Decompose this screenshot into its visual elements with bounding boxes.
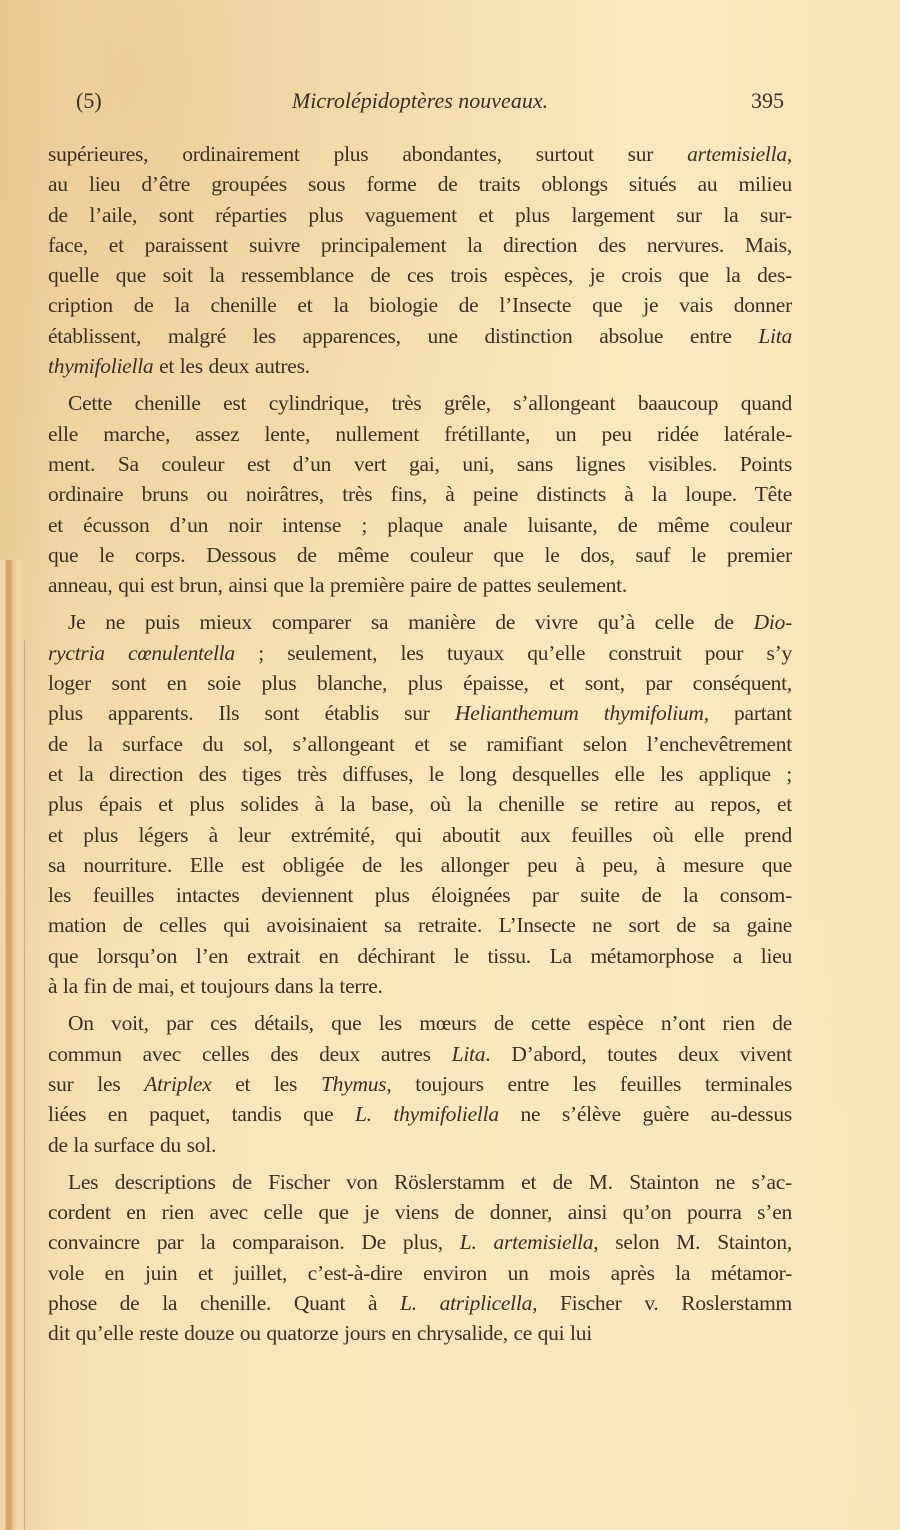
- italic-term: Helianthemum thymifolium: [454, 701, 704, 726]
- text-run: , toujours entre les feuilles terminales: [386, 1071, 792, 1096]
- text-run: et plus légers à leur extrémité, qui aboutit aux feuilles où elle prend: [48, 822, 792, 847]
- text-line: [48, 1130, 792, 1160]
- paragraph: [48, 139, 792, 381]
- text-run: vole en juin et juillet, c’est-à-dire environ un mois après la métamor-: [48, 1260, 792, 1285]
- text-run: établissent, malgré les apparences, une distinction absolue entre: [48, 323, 759, 348]
- text-line: [48, 1227, 792, 1257]
- text-run: ordinaire bruns ou noirâtres, très fins, à peine distincts à la loupe. Tête: [48, 482, 792, 507]
- text-line: [48, 1258, 792, 1288]
- italic-term: L. artemisiella: [459, 1230, 594, 1255]
- text-run: On voit, par ces détails, que les mœurs de cette espèce n’ont rien de: [68, 1011, 792, 1036]
- text-line: [48, 607, 792, 637]
- text-line: [48, 1099, 792, 1129]
- text-line: [48, 540, 792, 570]
- paragraph: [48, 1008, 792, 1159]
- book-page: [48, 88, 792, 1349]
- text-line: [48, 1288, 792, 1318]
- body-text: [48, 139, 792, 1349]
- text-run: et écusson d’un noir intense ; plaque anale luisante, de même couleur: [48, 512, 792, 537]
- section-number: (5): [76, 88, 102, 113]
- text-run: , selon M. Stainton,: [593, 1230, 792, 1255]
- text-line: [48, 1167, 792, 1197]
- text-line: [48, 510, 792, 540]
- text-run: ; seulement, les tuyaux qu’elle construit pour s’y: [234, 640, 792, 665]
- text-line: [48, 260, 792, 290]
- italic-term: Dio-: [753, 610, 792, 635]
- page-edge-shadow: [0, 560, 26, 1530]
- text-run: quelle que soit la ressemblance de ces trois espèces, je crois que la des-: [48, 263, 792, 288]
- text-run: Les descriptions de Fischer von Röslerstamm et de M. Stainton ne s’ac-: [68, 1169, 792, 1194]
- text-run: face, et paraissent suivre principalement la direction des nervures. Mais,: [48, 232, 792, 257]
- text-run: de la surface du sol, s’allongeant et se ramifiant selon l’enchevêtrement: [48, 731, 792, 756]
- italic-term: artemisiella: [687, 142, 787, 166]
- text-run: dit qu’elle reste douze ou quatorze jours en chrysalide, ce qui lui: [48, 1321, 592, 1346]
- text-run: et les: [211, 1071, 321, 1096]
- text-line: [48, 1069, 792, 1099]
- text-run: loger sont en soie plus blanche, plus épaisse, et sont, par conséquent,: [48, 671, 792, 696]
- text-line: [48, 1318, 792, 1348]
- text-line: [48, 570, 792, 600]
- text-run: cordent en rien avec celle que je viens de donner, ainsi qu’on pourra s’en: [48, 1200, 792, 1225]
- italic-term: Thymus: [320, 1071, 387, 1096]
- text-run: de la surface du sol.: [48, 1132, 217, 1157]
- text-line: [48, 759, 792, 789]
- text-line: [48, 789, 792, 819]
- text-run: sur les: [48, 1071, 145, 1096]
- text-line: [48, 169, 792, 199]
- text-run: de l’aile, sont réparties plus vaguement et plus largement sur la sur-: [48, 202, 792, 227]
- text-run: ,: [786, 142, 792, 166]
- italic-term: L. thymifoliella: [355, 1102, 499, 1127]
- text-line: [48, 668, 792, 698]
- italic-term: ryctria cœnulentella: [48, 640, 235, 665]
- text-line: [48, 479, 792, 509]
- text-run: phose de la chenille. Quant à: [48, 1290, 400, 1315]
- italic-term: Lita: [451, 1041, 486, 1066]
- text-run: , Fischer v. Roslerstamm: [532, 1290, 792, 1315]
- text-run: ment. Sa couleur est d’un vert gai, uni, sans lignes visibles. Points: [48, 451, 792, 476]
- text-run: mation de celles qui avoisinaient sa retraite. L’Insecte ne sort de sa gaine: [48, 913, 792, 938]
- text-run: ne s’élève guère au-dessus: [498, 1102, 792, 1127]
- text-line: [48, 941, 792, 971]
- text-run: et la direction des tiges très diffuses, le long desquelles elle les applique ;: [48, 761, 792, 786]
- text-run: , partant: [703, 701, 792, 726]
- page-number: 395: [751, 88, 784, 113]
- text-run: cription de la chenille et la biologie de l’Insecte que je vais donner: [48, 293, 792, 318]
- paragraph: [48, 1167, 792, 1349]
- text-run: supérieures, ordinairement plus abondantes, surtout sur: [48, 142, 688, 166]
- text-line: [48, 698, 792, 728]
- text-line: [48, 449, 792, 479]
- text-line: [48, 351, 792, 381]
- text-line: [48, 200, 792, 230]
- italic-term: thymifoliella: [48, 354, 154, 379]
- running-title: Microlépidoptères nouveaux.: [291, 88, 549, 113]
- text-run: au lieu d’être groupées sous forme de traits oblongs situés au milieu: [48, 172, 792, 197]
- text-line: [48, 880, 792, 910]
- text-line: [48, 850, 792, 880]
- text-line: [48, 290, 792, 320]
- italic-term: L. atriplicella: [400, 1290, 533, 1315]
- text-run: Je ne puis mieux comparer sa manière de vivre qu’à celle de: [68, 610, 754, 635]
- text-line: [48, 419, 792, 449]
- running-head: [48, 88, 792, 122]
- text-run: et les deux autres.: [153, 354, 310, 379]
- text-run: convaincre par la comparaison. De plus,: [48, 1230, 460, 1255]
- text-run: liées en paquet, tandis que: [48, 1102, 355, 1127]
- text-line: [48, 729, 792, 759]
- text-run: à la fin de mai, et toujours dans la terre.: [48, 974, 383, 999]
- text-run: sa nourriture. Elle est obligée de les allonger peu à peu, à mesure que: [48, 852, 792, 877]
- text-run: les feuilles intactes deviennent plus éloignées par suite de la consom-: [48, 883, 792, 908]
- paragraph: [48, 607, 792, 1001]
- text-line: [48, 139, 792, 169]
- page-edge-line: [24, 640, 25, 1530]
- text-line: [48, 1008, 792, 1038]
- text-run: plus épais et plus solides à la base, où la chenille se retire au repos, et: [48, 792, 792, 817]
- text-run: plus apparents. Ils sont établis sur: [48, 701, 455, 726]
- text-line: [48, 388, 792, 418]
- text-run: que lorsqu’on l’en extrait en déchirant le tissu. La métamorphose a lieu: [48, 943, 792, 968]
- text-run: Cette chenille est cylindrique, très grêle, s’allongeant baaucoup quand: [68, 391, 792, 416]
- text-line: [48, 321, 792, 351]
- text-line: [48, 820, 792, 850]
- text-run: elle marche, assez lente, nullement frétillante, un peu ridée latérale-: [48, 421, 792, 446]
- paragraph: [48, 388, 792, 600]
- text-line: [48, 1197, 792, 1227]
- italic-term: Atriplex: [144, 1071, 212, 1096]
- text-run: commun avec celles des deux autres: [48, 1041, 452, 1066]
- italic-term: Lita: [758, 323, 792, 348]
- text-line: [48, 1039, 792, 1069]
- text-line: [48, 638, 792, 668]
- text-run: . D’abord, toutes deux vivent: [485, 1041, 792, 1066]
- text-line: [48, 971, 792, 1001]
- text-run: anneau, qui est brun, ainsi que la première paire de pattes seulement.: [48, 573, 628, 598]
- text-run: que le corps. Dessous de même couleur que le dos, sauf le premier: [48, 542, 792, 567]
- text-line: [48, 910, 792, 940]
- text-line: [48, 230, 792, 260]
